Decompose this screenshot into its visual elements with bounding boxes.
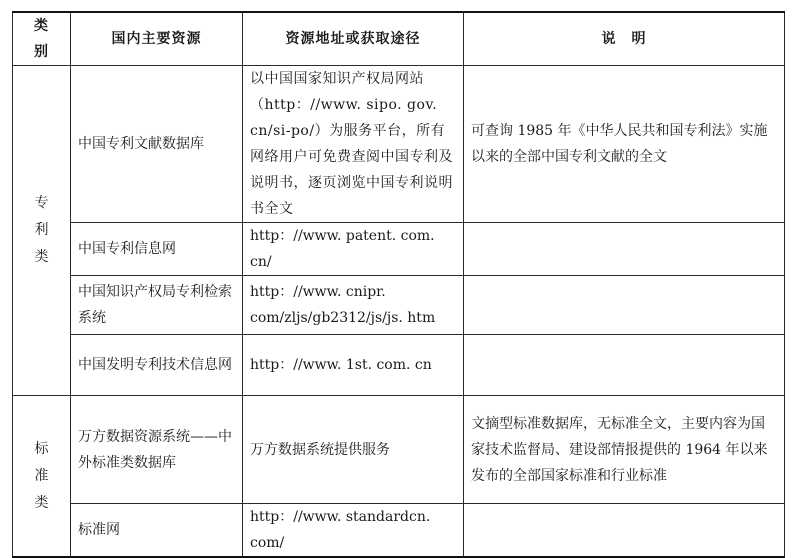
category-patent: 专利类 — [13, 66, 71, 396]
resource-address: 万方数据系统提供服务 — [243, 396, 464, 504]
resource-name: 中国专利文献数据库 — [71, 66, 243, 223]
table-row — [13, 504, 785, 558]
resource-note: 可查询 1985 年《中华人民共和国专利法》实施以来的全部中国专利文献的全文 — [464, 66, 785, 223]
resource-name: 万方数据资源系统——中外标准类数据库 — [71, 396, 243, 504]
category-standard: 标准类 — [13, 396, 71, 558]
resource-address: http：//www. 1st. com. cn — [243, 335, 464, 396]
header-category: 类 别 — [13, 12, 71, 66]
resource-note — [464, 276, 785, 335]
resource-note — [464, 335, 785, 396]
resource-address: http：//www. standardcn. com/ — [243, 504, 464, 558]
header-row — [13, 12, 785, 66]
resource-address: http：//www. patent. com. cn/ — [243, 223, 464, 276]
resource-address: http：//www. cnipr. com/zljs/gb2312/js/js. htm — [243, 276, 464, 335]
resource-name: 标准网 — [71, 504, 243, 558]
resource-name: 中国专利信息网 — [71, 223, 243, 276]
header-address: 资源地址或获取途径 — [243, 12, 464, 66]
table-row — [13, 223, 785, 276]
resource-note — [464, 223, 785, 276]
resource-note: 文摘型标准数据库，无标准全文，主要内容为国家技术监督局、建设部情报提供的 1964 年以来发布的全部国家标准和行业标准 — [464, 396, 785, 504]
resource-name: 中国发明专利技术信息网 — [71, 335, 243, 396]
header-resource: 国内主要资源 — [71, 12, 243, 66]
resource-name: 中国知识产权局专利检索系统 — [71, 276, 243, 335]
table-row — [13, 396, 785, 504]
resource-table — [12, 11, 785, 558]
header-note: 说 明 — [464, 12, 785, 66]
table-row — [13, 276, 785, 335]
resource-note — [464, 504, 785, 558]
resource-address: 以中国国家知识产权局网站（http：//www. sipo. gov. cn/si-po/）为服务平台，所有网络用户可免费查阅中国专利及说明书，逐页浏览中国专利说明书全文 — [243, 66, 464, 223]
table-row — [13, 335, 785, 396]
table-row — [13, 66, 785, 223]
